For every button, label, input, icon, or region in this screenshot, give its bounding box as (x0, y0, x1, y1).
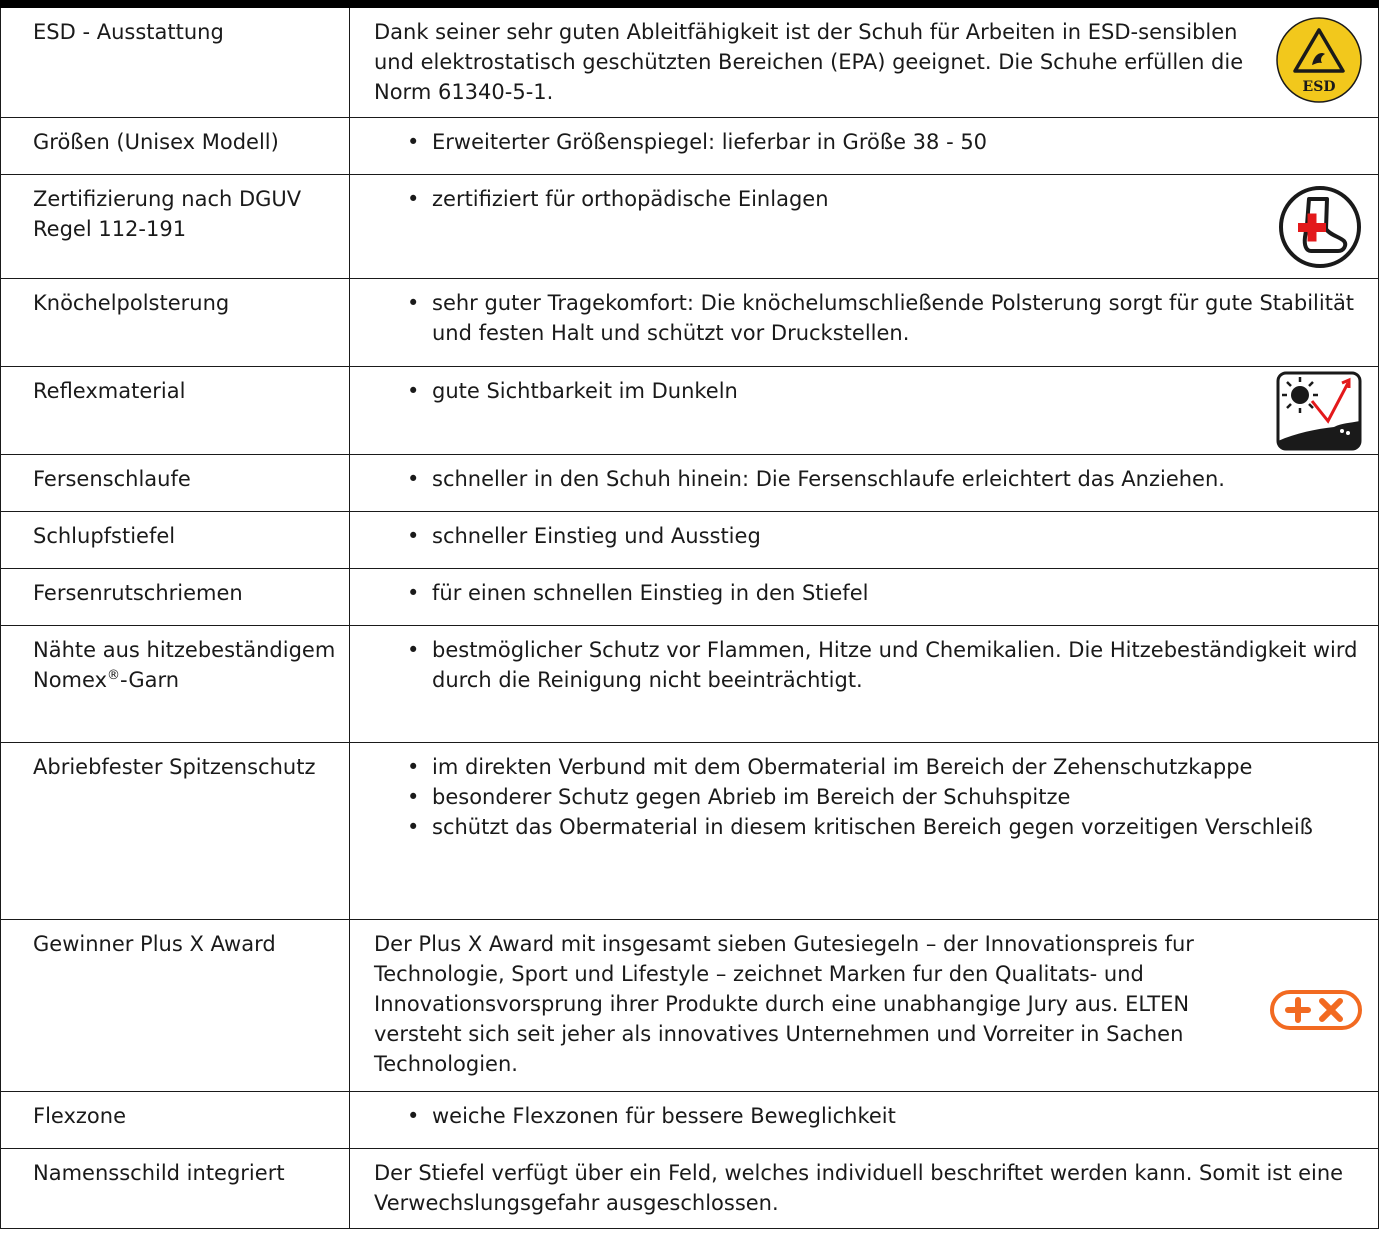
row-label: Zertifizierung nach DGUV Regel 112-191 (1, 175, 350, 279)
row-label: Schlupfstiefel (1, 512, 350, 569)
row-description (350, 1149, 1379, 1229)
plus-x-award-icon (1270, 990, 1362, 1030)
row-label (1, 626, 350, 743)
row-description (350, 175, 1379, 279)
table-row (1, 8, 1379, 118)
row-label: Größen (Unisex Modell) (1, 118, 350, 175)
row-description (350, 367, 1379, 455)
row-description (350, 455, 1379, 512)
reflective-material-icon (1276, 371, 1362, 451)
top-rule (0, 0, 1379, 8)
row-label: Fersenschlaufe (1, 455, 350, 512)
row-description (350, 512, 1379, 569)
bullet-item: • gute Sichtbarkeit im Dunkeln (432, 376, 1258, 406)
row-label: ESD - Ausstattung (1, 8, 350, 118)
row-label: Reflexmaterial (1, 367, 350, 455)
bullet-item: • zertifiziert für orthopädische Einlagen (432, 184, 1258, 214)
row-label: Namensschild integriert (1, 1149, 350, 1229)
row-label: Fersenrutschriemen (1, 569, 350, 626)
row-description (350, 920, 1379, 1092)
description-text: Dank seiner sehr guten Ableitfähigkeit ist der Schuh für Arbeiten in ESD-sensiblen und elektrostatisch geschützten Bereichen (EPA) geeignet. Die Schuhe erfüllen die Norm 61340-5-1. (374, 20, 1244, 104)
description-text: Der Stiefel verfügt über ein Feld, welches individuell beschriftet werden kann. Somit ist eine Verwechslungsgefahr ausgeschlossen. (374, 1161, 1344, 1215)
row-label: Knöchelpolsterung (1, 279, 350, 367)
label-text: Nähte aus hitzebeständigem Nomex (33, 638, 336, 692)
table-row (1, 512, 1379, 569)
row-description (350, 279, 1379, 367)
bullet-item: • im direkten Verbund mit dem Obermaterial im Bereich der Zehenschutzkappe (432, 752, 1362, 782)
description-text: Der Plus X Award mit insgesamt sieben Gutesiegeln – der Innovationspreis fur Technologie, Sport und Lifestyle – zeichnet Marken fur den Qualitats- und Innovationsvorsprung ihrer Produkte durch eine unabhangige Jury aus. ELTEN versteht sich seit jeher als innovatives Unternehmen und Vorreiter in Sachen Technologien. (374, 932, 1194, 1076)
bullet-item: • für einen schnellen Einstieg in den Stiefel (432, 578, 1362, 608)
table-row (1, 367, 1379, 455)
table-row (1, 920, 1379, 1092)
row-description (350, 626, 1379, 743)
row-label: Gewinner Plus X Award (1, 920, 350, 1092)
table-row (1, 118, 1379, 175)
table-row (1, 279, 1379, 367)
bullet-item: • Erweiterter Größenspiegel: lieferbar in Größe 38 - 50 (432, 127, 1362, 157)
feature-table (0, 8, 1379, 1229)
svg-text:ESD: ESD (1302, 79, 1336, 95)
esd-icon (1276, 17, 1362, 103)
bullet-item: • weiche Flexzonen für bessere Beweglichkeit (432, 1101, 1362, 1131)
bullet-item: • bestmöglicher Schutz vor Flammen, Hitze und Chemikalien. Die Hitzebeständigkeit wird durch die Reinigung nicht beeinträchtigt. (432, 635, 1362, 695)
row-description (350, 1092, 1379, 1149)
table-row (1, 569, 1379, 626)
bullet-item: • sehr guter Tragekomfort: Die knöchelumschließende Polsterung sorgt für gute Stabilität und festen Halt und schützt vor Druckstellen. (432, 288, 1362, 348)
table-row (1, 626, 1379, 743)
row-description (350, 569, 1379, 626)
bullet-item: • schneller in den Schuh hinein: Die Fersenschlaufe erleichtert das Anziehen. (432, 464, 1362, 494)
orthopedic-foot-icon (1278, 185, 1362, 269)
registered-mark: ® (107, 668, 120, 683)
row-description (350, 8, 1379, 118)
bullet-item: • schneller Einstieg und Ausstieg (432, 521, 1362, 551)
row-label: Flexzone (1, 1092, 350, 1149)
bullet-item: • besonderer Schutz gegen Abrieb im Bereich der Schuhspitze (432, 782, 1362, 812)
table-row (1, 743, 1379, 920)
bullet-item: • schützt das Obermaterial in diesem kritischen Bereich gegen vorzeitigen Verschleiß (432, 812, 1362, 842)
row-label: Abriebfester Spitzenschutz (1, 743, 350, 920)
table-row (1, 1149, 1379, 1229)
table-row (1, 455, 1379, 512)
table-row (1, 175, 1379, 279)
row-description (350, 118, 1379, 175)
table-row (1, 1092, 1379, 1149)
row-description (350, 743, 1379, 920)
label-text-suffix: -Garn (120, 668, 180, 692)
